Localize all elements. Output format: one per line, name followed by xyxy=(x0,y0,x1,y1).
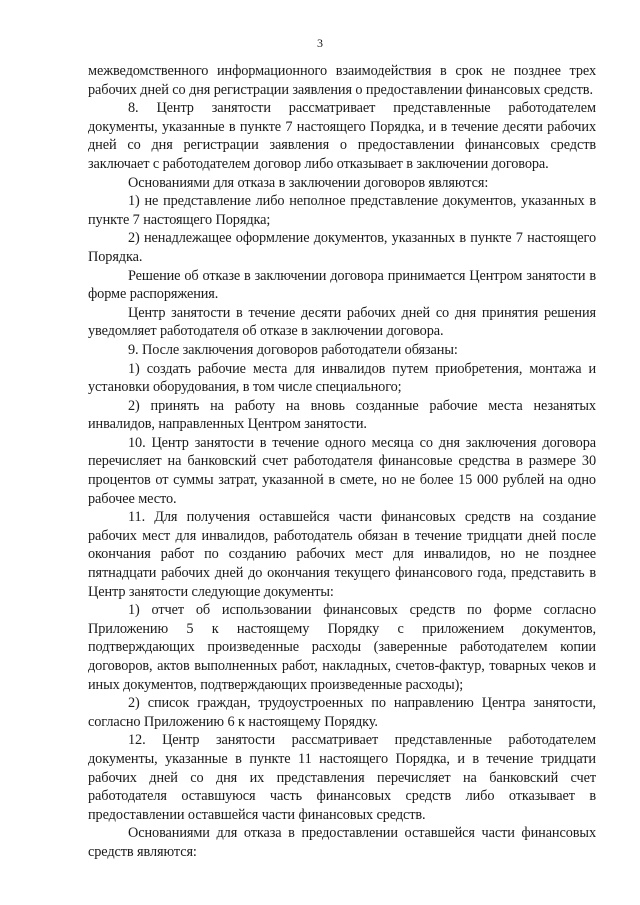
paragraph: Центр занятости в течение десяти рабочих дней со дня принятия решения уведомляет работодателя об отказе в заключении договора. xyxy=(88,304,596,340)
page-number: 3 xyxy=(317,36,323,50)
paragraph: Решение об отказе в заключении договора принимается Центром занятости в форме распоряжения. xyxy=(88,267,596,303)
paragraph: 2) ненадлежащее оформление документов, указанных в пункте 7 настоящего Порядка. xyxy=(88,230,596,265)
paragraph: Основаниями для отказа в предоставлении оставшейся части финансовых средств являются: xyxy=(88,825,596,860)
paragraph: 2) принять на работу на вновь созданные рабочие места незанятых инвалидов, направленных Центром занятости. xyxy=(88,397,596,433)
paragraph: межведомственного информационного взаимодействия в срок не позднее трех рабочих дней со дня регистрации заявления о предоставлении финансовых средств. xyxy=(88,63,596,98)
paragraph: 8. Центр занятости рассматривает представленные работодателем документы, указанные в пункте 7 настоящего Порядка, и в течение десяти рабочих дней со дня регистрации заявления о предоставлении финансовых средств заключает с работодателем договор либо отказывает в заключении договора. xyxy=(88,100,596,172)
paragraph: 10. Центр занятости в течение одного месяца со дня заключения договора перечисляет на банковский счет работодателя финансовые средства в размере 30 процентов от суммы затрат, указанной в смете, но не более 15 000 рублей на одно рабочее место. xyxy=(88,434,596,507)
paragraph: 2) список граждан, трудоустроенных по направлению Центра занятости, согласно Приложению 6 к настоящему Порядку. xyxy=(88,695,596,730)
paragraph: Основаниями для отказа в заключении договоров являются: xyxy=(128,174,489,191)
paragraph: 11. Для получения оставшейся части финансовых средств на создание рабочих мест для инвалидов, работодатель обязан в течение тридцати дней после окончания работ по созданию рабочих мест для инвалидов, но не позднее пятнадцати рабочих дней до окончания текущего финансового года, представить в Центр занятости следующие документы: xyxy=(88,509,596,600)
paragraph: 12. Центр занятости рассматривает представленные работодателем документы, указанные в пункте 11 настоящего Порядка, и в течение тридцати рабочих дней со дня их представления перечисляет на банковский счет работодателя оставшуюся часть финансовых средств либо отказывает в предоставлении оставшейся части финансовых средств. xyxy=(88,732,596,823)
paragraph: 1) создать рабочие места для инвалидов путем приобретения, монтажа и установки оборудования, в том числе специального; xyxy=(88,360,596,396)
paragraph: 9. После заключения договоров работодатели обязаны: xyxy=(128,341,458,358)
document-body xyxy=(88,62,596,862)
paragraph: 1) отчет об использовании финансовых средств по форме согласно Приложению 5 к настоящему Порядку с приложением документов, подтверждающих произведенные расходы (заверенные работодателем копии договоров, актов выполненных работ, накладных, счетов-фактур, товарных чеков и иных документов, подтверждающих произведенные расходы); xyxy=(88,602,596,693)
paragraph: 1) не представление либо неполное представление документов, указанных в пункте 7 настоящего Порядка; xyxy=(88,193,596,228)
